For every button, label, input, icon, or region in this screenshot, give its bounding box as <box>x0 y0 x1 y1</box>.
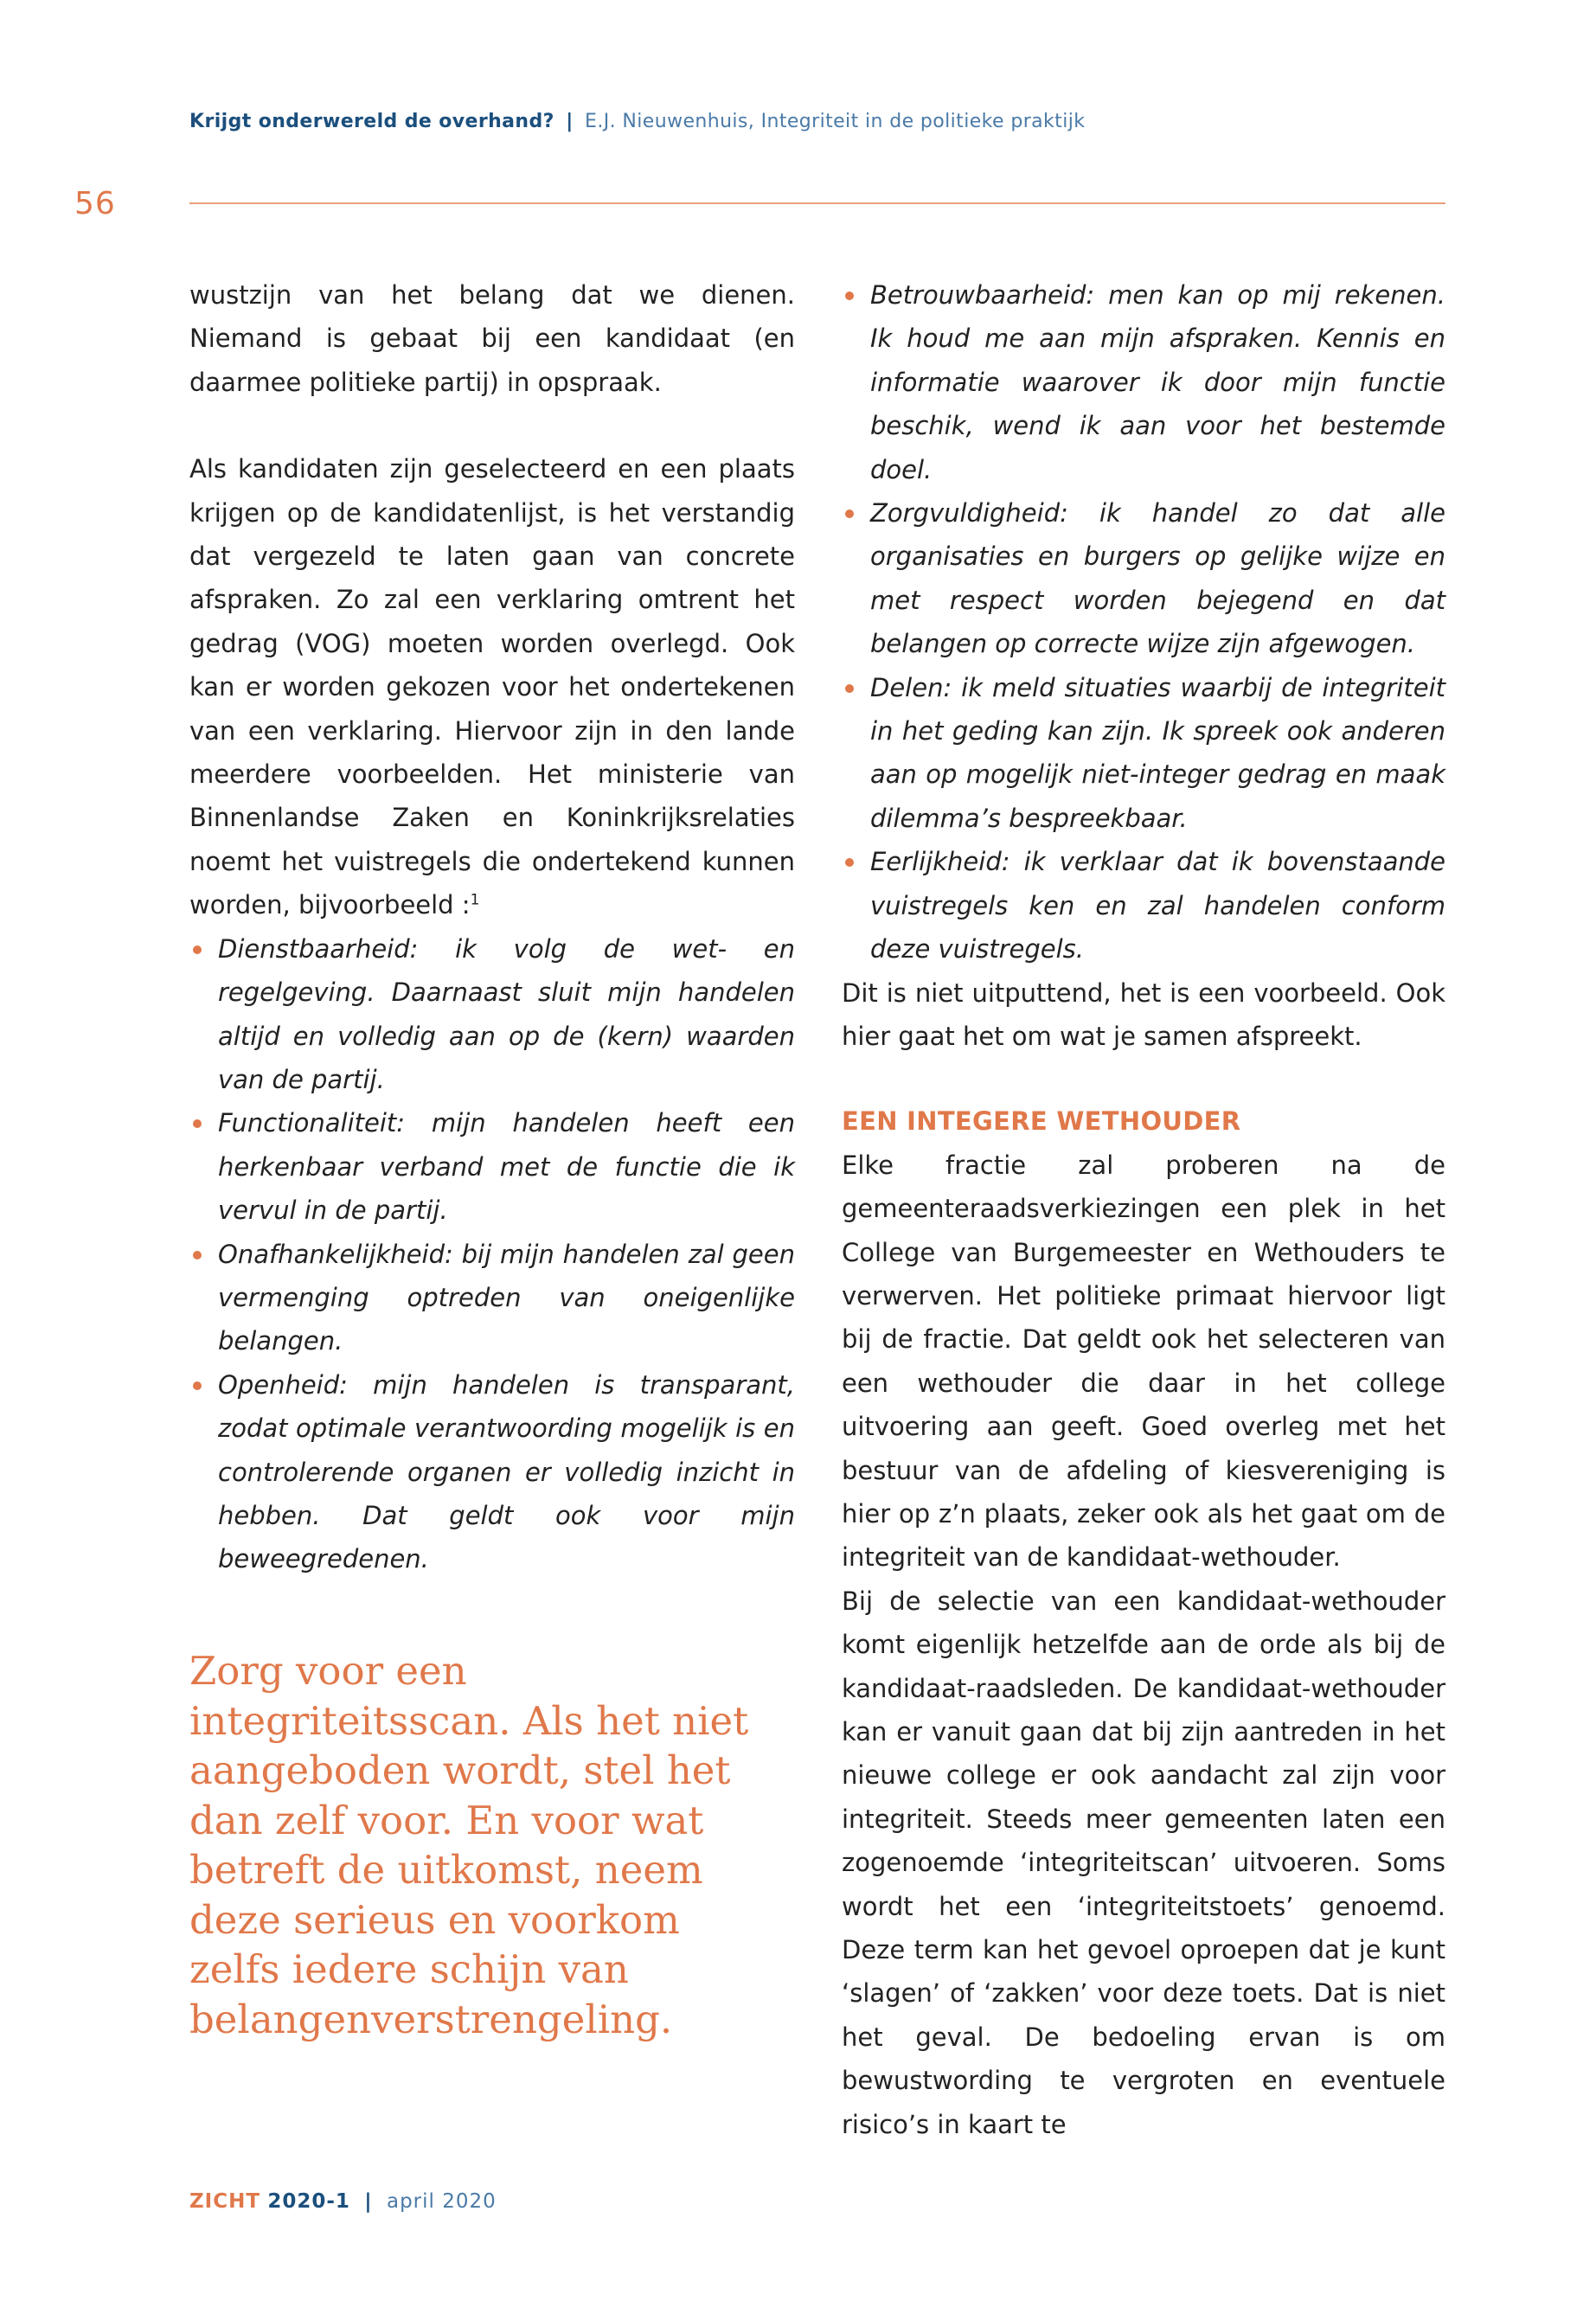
body-paragraph-text: Als kandidaten zijn geselecteerd en een plaats krijgen op de kandidatenlijst, is het verstandig dat vergezeld te laten gaan van concrete afspraken. Zo zal een verklaring omtrent het gedrag (VOG) moeten worden overlegd. Ook kan er worden gekozen voor het ondertekenen van een verklaring. Hiervoor zijn in den lande meerdere voorbeelden. Het ministerie van Binnenlandse Zaken en Koninkrijksrelaties noemt het vuistregels die ondertekend kunnen worden, bijvoorbeeld : <box>189 454 795 920</box>
bullet-icon <box>193 1119 202 1128</box>
body-paragraph <box>189 447 795 926</box>
header-title: Krijgt onderwereld de overhand? <box>189 111 554 132</box>
list-item: Functionaliteit: mijn handelen heeft een herkenbaar verband met de functie die ik vervul in de partij. <box>189 1101 795 1232</box>
rules-list-right <box>842 273 1445 971</box>
bullet-icon <box>845 292 854 300</box>
footer-separator: | <box>364 2190 373 2213</box>
bullet-icon <box>193 945 202 954</box>
bullet-icon <box>845 510 854 518</box>
right-column <box>842 273 1445 2146</box>
footer-brand: ZICHT <box>189 2190 261 2213</box>
section-heading: EEN INTEGERE WETHOUDER <box>842 1106 1241 1137</box>
bullet-icon <box>845 684 854 693</box>
left-column <box>189 273 795 1581</box>
list-item: Zorgvuldigheid: ik handel zo dat alle organisaties en burgers op gelijke wijze en met respect worden bejegend en dat belangen op correcte wijze zijn afgewogen. <box>842 491 1445 666</box>
list-item: Dienstbaarheid: ik volg de wet- en regelgeving. Daarnaast sluit mijn handelen altijd en volledig aan op de (kern) waarden van de partij. <box>189 927 795 1102</box>
body-paragraph: Bij de selectie van een kandidaat-wethouder komt eigenlijk hetzelfde aan de orde als bij de kandidaat-raadsleden. De kandidaat-wethouder kan er vanuit gaan dat bij zijn aantreden in het nieuwe college er ook aandacht zal zijn voor integriteit. Steeds meer gemeenten laten een zogenoemde ‘integriteitscan’ uitvoeren. Soms wordt het een ‘integriteitstoets’ genoemd. Deze term kan het gevoel oproepen dat je kunt ‘slagen’ of ‘zakken’ voor deze toets. Dat is niet het geval. De bedoeling ervan is om bewustwording te vergroten en eventuele risico’s in kaart te <box>842 1586 1445 2139</box>
list-item: Eerlijkheid: ik verklaar dat ik bovenstaande vuistregels ken en zal handelen conform deze vuistregels. <box>842 840 1445 971</box>
list-item: Openheid: mijn handelen is transparant, zodat optimale verantwoording mogelijk is en controlerende organen er volledig inzicht in hebben. Dat geldt ook voor mijn beweegredenen. <box>189 1363 795 1581</box>
list-item: Onafhankelijkheid: bij mijn handelen zal geen vermenging optreden van oneigenlijke belangen. <box>189 1233 795 1363</box>
paragraph-gap <box>189 404 795 447</box>
page-number: 56 <box>74 186 116 221</box>
body-paragraph: Elke fractie zal proberen na de gemeenteraadsverkiezingen een plek in het College van Burgemeester en Wethouders te verwerven. Het politieke primaat hiervoor ligt bij de fractie. Dat geldt ook het selecteren van een wethouder die daar in het college uitvoering aan geeft. Goed overleg met het bestuur van de afdeling of kiesvereniging is hier op z’n plaats, zeker ook als het gaat om de integriteit van de kandidaat-wethouder. <box>842 1150 1445 1573</box>
footer <box>189 2190 497 2213</box>
bullet-icon <box>193 1251 202 1259</box>
bullet-icon <box>193 1381 202 1390</box>
header-divider <box>189 202 1445 204</box>
header-author: E.J. Nieuwenhuis, Integriteit in de politieke praktijk <box>585 111 1086 132</box>
footer-date: april 2020 <box>386 2190 497 2213</box>
footer-issue: 2020-1 <box>267 2190 350 2213</box>
body-paragraph: Dit is niet uitputtend, het is een voorbeeld. Ook hier gaat het om wat je samen afspreekt. <box>842 977 1445 1051</box>
list-item: Delen: ik meld situaties waarbij de integriteit in het geding kan zijn. Ik spreek ook anderen aan op mogelijk niet-integer gedrag en maak dilemma’s bespreekbaar. <box>842 666 1445 841</box>
list-item: Betrouwbaarheid: men kan op mij rekenen. Ik houd me aan mijn afspraken. Kennis en informatie waarover ik door mijn functie beschik, wend ik aan voor het bestemde doel. <box>842 273 1445 491</box>
body-paragraph: wustzijn van het belang dat we dienen. Niemand is gebaat bij een kandidaat (en daarmee politieke partij) in opspraak. <box>189 280 795 397</box>
footnote-reference[interactable]: 1 <box>470 891 480 909</box>
rules-list-left <box>189 927 795 1581</box>
bullet-icon <box>845 858 854 867</box>
running-header <box>189 111 1085 132</box>
pull-quote: Zorg voor een integriteitsscan. Als het niet aangeboden wordt, stel het dan zelf voor. En voor wat betreft de uitkomst, neem deze serieus en voorkom zelfs iedere schijn van belangenverstrengeling. <box>189 1648 749 2042</box>
header-separator: | <box>566 111 574 132</box>
